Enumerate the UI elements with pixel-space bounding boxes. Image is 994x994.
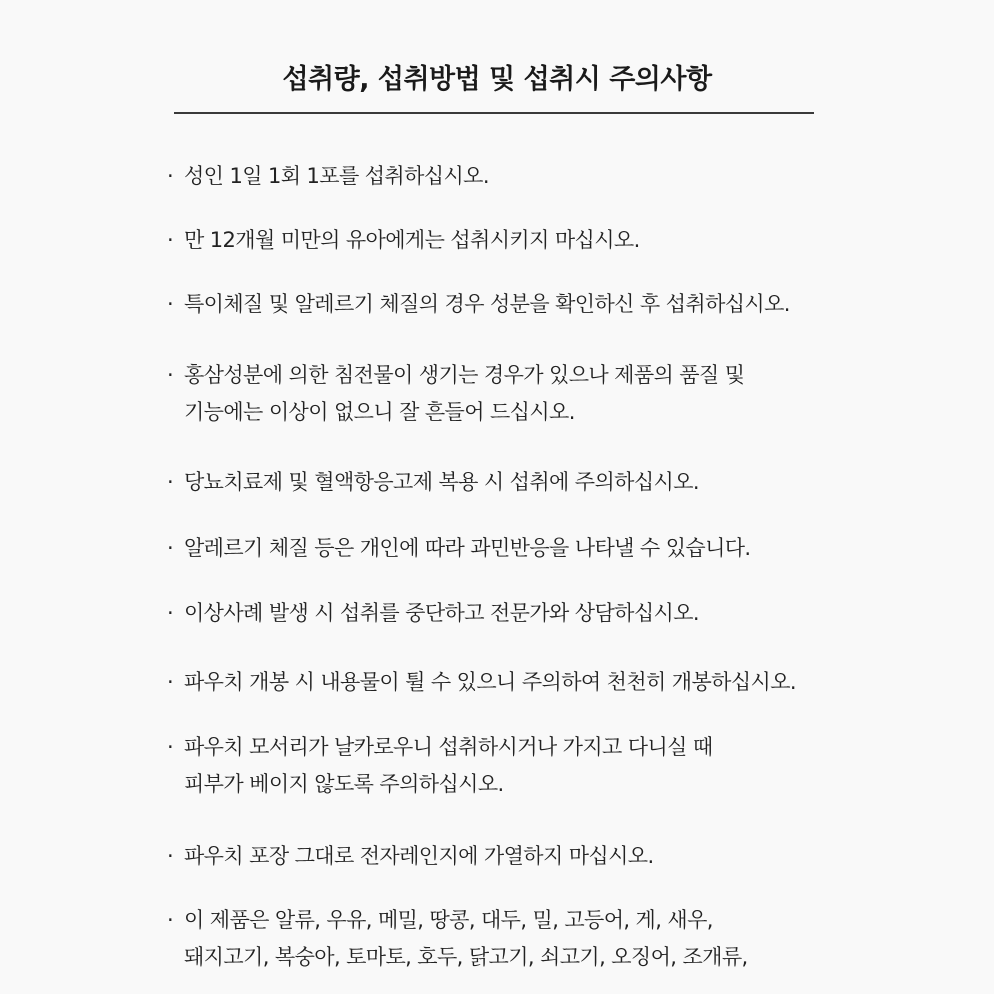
- bullet-icon: ·: [166, 908, 174, 932]
- list-item-text: 이상사례 발생 시 섭취를 중단하고 전문가와 상담하십시오.: [184, 601, 699, 625]
- bullet-icon: ·: [166, 363, 174, 387]
- list-item-text-continued: 돼지고기, 복숭아, 토마토, 호두, 닭고기, 쇠고기, 오징어, 조개류,: [184, 945, 748, 969]
- list-item-text: 파우치 개봉 시 내용물이 튈 수 있으니 주의하여 천천히 개봉하십시오.: [184, 670, 796, 694]
- list-item-text: 특이체질 및 알레르기 체질의 경우 성분을 확인하신 후 섭취하십시오.: [184, 292, 790, 316]
- bullet-icon: ·: [166, 601, 174, 625]
- bullet-icon: ·: [166, 735, 174, 759]
- list-item: [160, 530, 880, 567]
- list-item-text: 파우치 포장 그대로 전자레인지에 가열하지 마십시오.: [184, 844, 654, 868]
- list-item: [160, 595, 880, 632]
- list-item: [160, 664, 880, 701]
- bullet-icon: ·: [166, 536, 174, 560]
- list-item-text: 홍삼성분에 의한 침전물이 생기는 경우가 있으나 제품의 품질 및: [184, 363, 745, 387]
- list-item-text: 이 제품은 알류, 우유, 메밀, 땅콩, 대두, 밀, 고등어, 게, 새우,: [184, 908, 713, 932]
- list-item: [160, 222, 880, 259]
- list-item-text: 파우치 모서리가 날카로우니 섭취하시거나 가지고 다니실 때: [184, 735, 713, 759]
- list-item: [160, 902, 880, 976]
- list-item-text: 성인 1일 1회 1포를 섭취하십시오.: [184, 164, 489, 188]
- bullet-icon: ·: [166, 470, 174, 494]
- list-item-text-continued: 피부가 베이지 않도록 주의하십시오.: [184, 772, 504, 796]
- section-title: 섭취량, 섭취방법 및 섭취시 주의사항: [282, 64, 712, 95]
- list-item: [160, 729, 880, 803]
- list-item: [160, 357, 880, 431]
- list-item-text: 만 12개월 미만의 유아에게는 섭취시키지 마십시오.: [184, 228, 640, 252]
- list-item: [160, 838, 880, 875]
- list-item-text-continued: 기능에는 이상이 없으니 잘 흔들어 드십시오.: [184, 400, 575, 424]
- bullet-icon: ·: [166, 164, 174, 188]
- title-divider: [174, 112, 814, 114]
- list-item-text: 알레르기 체질 등은 개인에 따라 과민반응을 나타낼 수 있습니다.: [184, 536, 751, 560]
- list-item-text: 당뇨치료제 및 혈액항응고제 복용 시 섭취에 주의하십시오.: [184, 470, 699, 494]
- bullet-icon: ·: [166, 844, 174, 868]
- bullet-icon: ·: [166, 292, 174, 316]
- list-item: [160, 464, 880, 501]
- bullet-icon: ·: [166, 228, 174, 252]
- list-item: [160, 158, 880, 195]
- bullet-icon: ·: [166, 670, 174, 694]
- list-item: [160, 286, 880, 323]
